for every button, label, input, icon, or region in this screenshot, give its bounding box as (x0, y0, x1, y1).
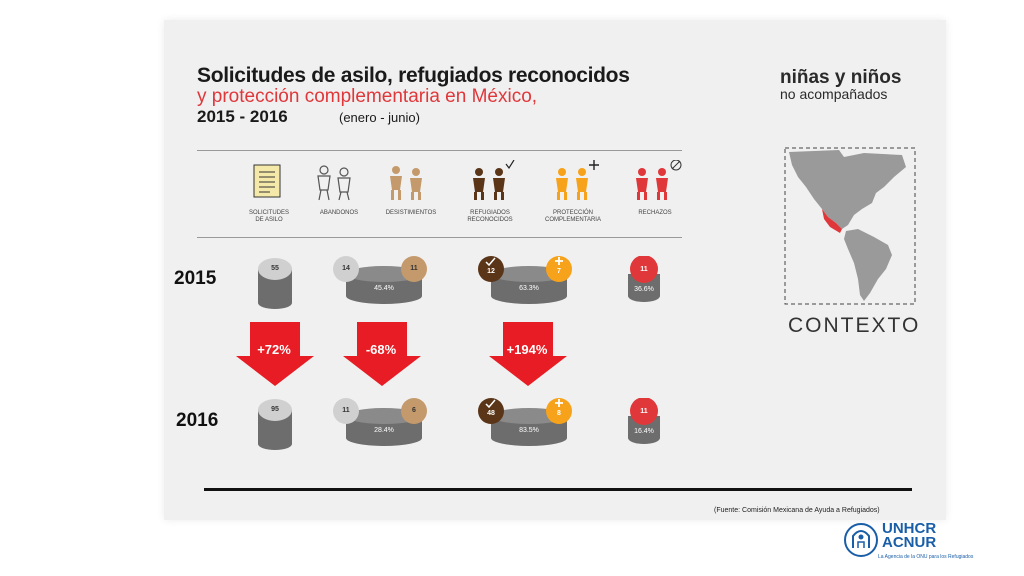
label-abandonos: ABANDONOS (319, 210, 359, 216)
children-brown-check-icon (473, 160, 514, 200)
title-line2: y protección complementaria en México, (197, 86, 538, 107)
document-icon (254, 165, 280, 197)
title-line1: Solicitudes de asilo, refugiados reconocidos (197, 64, 630, 87)
rechazos-pct-2015: 36.6% (634, 286, 654, 293)
side-subtitle: no acompañados (780, 86, 888, 102)
arrow-refugiados-label: +194% (506, 342, 548, 357)
label-solicitudes: SOLICITUDES DE ASILO (248, 210, 289, 223)
bottom-rule (204, 488, 912, 491)
refugiados-pct-2016: 83.5% (519, 427, 539, 434)
title-years: 2015 - 2016 (197, 107, 288, 126)
rechazos-pct-2016: 16.4% (634, 428, 654, 435)
arrow-abandono-label: -68% (365, 342, 397, 357)
label-desistimientos: DESISTIMIENTOS (385, 210, 437, 216)
americas-map (784, 147, 916, 305)
icons-divider (197, 237, 682, 238)
rechazos-value-2015: 11 (640, 266, 648, 273)
children-orange-plus-icon (556, 160, 599, 200)
proteccion-value-2015: 7 (557, 268, 561, 275)
year-2016: 2016 (176, 410, 219, 431)
label-proteccion: PROTECCIÓN COMPLEMENTARIA (545, 210, 601, 223)
side-title: niñas y niños (780, 67, 902, 88)
abandono-pct-2016: 28.4% (374, 427, 394, 434)
logo-acnur-text: ACNUR (882, 534, 937, 551)
logo-unhcr-text: UNHCR (882, 520, 937, 537)
unhcr-logo-icon (843, 522, 879, 558)
label-refugiados: REFUGIADOS RECONOCIDOS (467, 210, 513, 223)
abandono-pct-2015: 45.4% (374, 285, 394, 292)
abandonos-value-2015: 14 (342, 265, 350, 272)
year-2015: 2015 (174, 268, 217, 289)
solicitudes-value-2016: 95 (271, 406, 279, 413)
refugiados-pct-2015: 63.3% (519, 285, 539, 292)
refugiados-value-2015: 12 (487, 268, 495, 275)
arrow-solicitudes-label: +72% (257, 342, 291, 357)
children-outline-icon (318, 166, 350, 200)
solicitudes-value-2015: 55 (271, 265, 279, 272)
infographic-slide (164, 20, 946, 520)
source-note: (Fuente: Comisión Mexicana de Ayuda a Refugiados) (714, 507, 880, 514)
desistimientos-value-2015: 11 (410, 265, 418, 272)
title-period: (enero - junio) (339, 110, 420, 125)
top-divider (197, 150, 682, 151)
logo-tagline: La Agencia de la ONU para los Refugiados (878, 554, 974, 560)
proteccion-value-2016: 8 (557, 410, 561, 417)
desistimientos-value-2016: 6 (412, 407, 416, 414)
label-rechazos: RECHAZOS (638, 210, 672, 216)
context-label: CONTEXTO (788, 314, 921, 337)
children-tan-icon (390, 166, 422, 200)
category-icons (244, 160, 704, 210)
children-red-reject-icon (636, 160, 681, 200)
abandonos-value-2016: 11 (342, 407, 350, 414)
rechazos-value-2016: 11 (640, 408, 648, 415)
refugiados-value-2016: 48 (487, 410, 495, 417)
